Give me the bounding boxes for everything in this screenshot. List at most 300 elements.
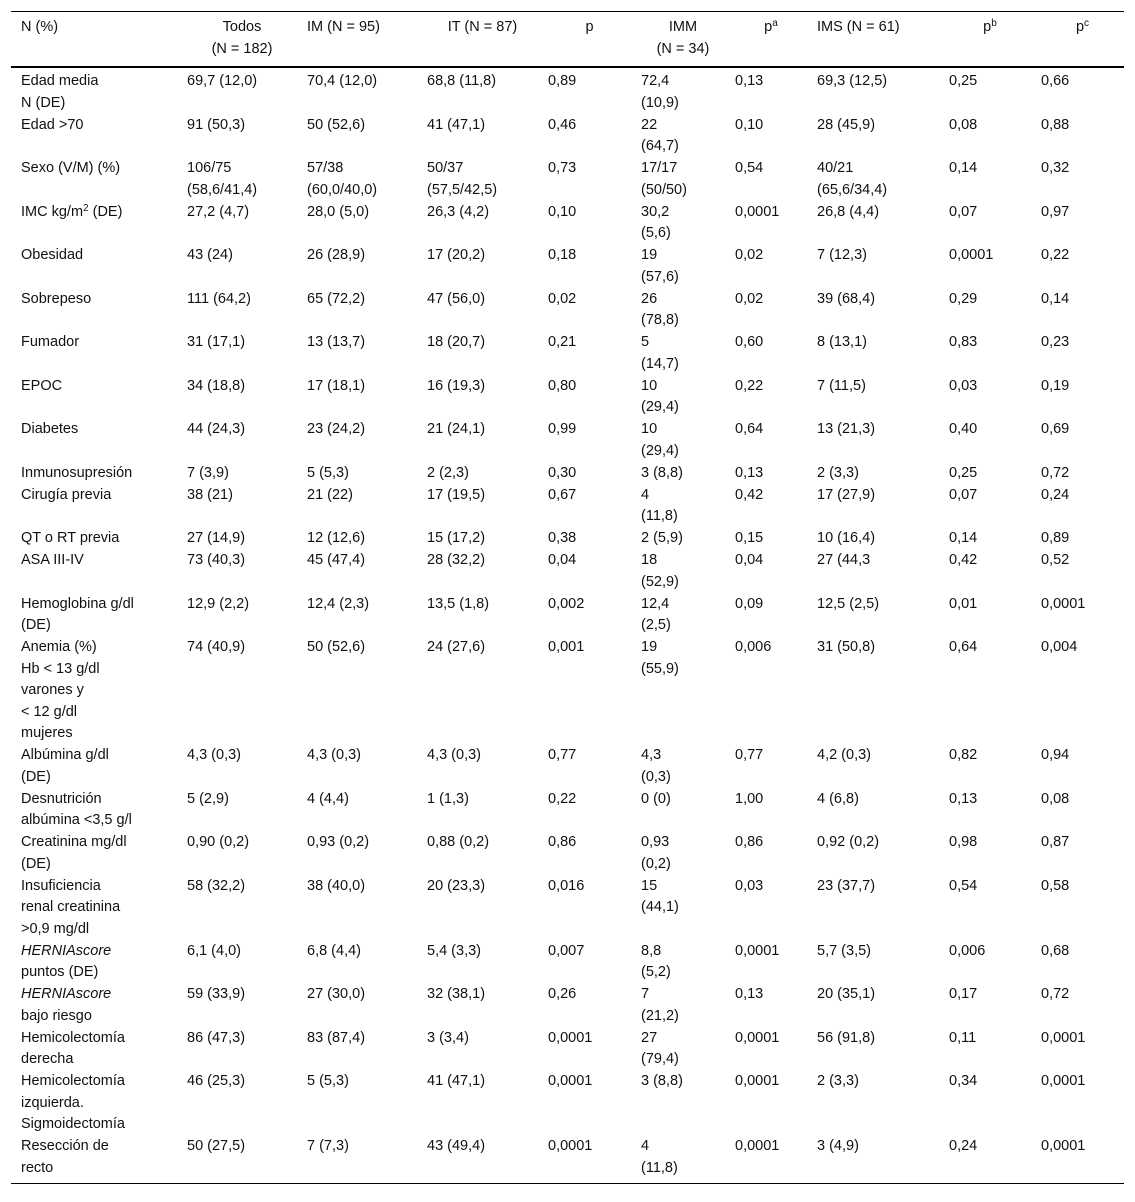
table-cell: 0,02 <box>548 290 577 307</box>
table-cell: 15 (17,2) <box>427 530 486 546</box>
table-row <box>11 245 1124 289</box>
table-cell: 21 (24,1) <box>427 421 486 437</box>
table-cell: 0,10 <box>548 203 577 220</box>
table-cell: 0,32 <box>1041 160 1070 176</box>
table-cell: 4,3 (0,3) <box>427 747 481 763</box>
table-cell: 86 (47,3) <box>187 1029 246 1046</box>
row-label-cell <box>11 528 177 550</box>
table-cell: 12,4 (2,3) <box>307 595 370 612</box>
table-cell: 0,92 (0,2) <box>817 834 880 850</box>
header-label: IMS (N = 61) <box>817 19 900 35</box>
table-row <box>11 115 1124 159</box>
table-cell: 4,3 (0,3) <box>307 747 361 763</box>
table-cell: 0,006 <box>949 942 986 959</box>
table-cell: 0,004 <box>1041 639 1078 655</box>
table-cell: 38 (40,0) <box>307 877 366 894</box>
table-cell: 59 (33,9) <box>187 986 246 1002</box>
table-cell: 44 (24,3) <box>187 421 246 437</box>
table-cell: 17 (19,5) <box>427 486 486 503</box>
table-cell: 5 (5,3) <box>307 464 349 481</box>
table-cell: 0,97 <box>1041 203 1070 220</box>
table-cell: 17 (27,9) <box>817 486 876 503</box>
table-cell: 28 (32,2) <box>427 552 486 568</box>
table-cell: 4 (4,4) <box>307 790 349 807</box>
row-label-cell <box>11 245 177 289</box>
table-row <box>11 463 1124 485</box>
table-cell: 0,001 <box>548 639 585 655</box>
table-cell: 0,99 <box>548 421 577 437</box>
table-cell: 27 (14,9) <box>187 530 246 546</box>
row-label-cell <box>11 332 177 376</box>
table-cell: 2 (2,3) <box>427 464 469 481</box>
header-label: p <box>1075 19 1085 35</box>
table-cell: 0,04 <box>548 552 577 568</box>
table-cell: 4 (11,8) <box>641 486 678 524</box>
table-cell: 7 (7,3) <box>307 1138 349 1154</box>
table-cell: 0,0001 <box>548 1073 593 1089</box>
table-cell: 26,8 (4,4) <box>817 203 880 220</box>
table-cell: 0,22 <box>735 377 764 394</box>
header-cell-p <box>538 12 631 67</box>
table-row <box>11 984 1124 1028</box>
table-cell: 2 (5,9) <box>641 530 683 546</box>
table-cell: 8,8 (5,2) <box>641 942 671 980</box>
header-cell-ims <box>807 12 939 67</box>
table-row <box>11 419 1124 463</box>
table-cell: 0,0001 <box>1041 1029 1086 1046</box>
table-cell: 0,0001 <box>735 1029 780 1046</box>
row-label-cell <box>11 550 177 594</box>
table-cell: 47 (56,0) <box>427 290 486 307</box>
table-cell: 23 (24,2) <box>307 421 366 437</box>
table-cell: 41 (47,1) <box>427 1073 486 1089</box>
table-cell: 0,82 <box>949 747 978 763</box>
table-cell: 13 (13,7) <box>307 334 366 350</box>
table-cell: 23 (37,7) <box>817 877 876 894</box>
table-cell: 0,24 <box>1041 486 1070 503</box>
table-cell: 0,58 <box>1041 877 1070 894</box>
table-cell: 68,8 (11,8) <box>427 73 497 89</box>
row-label-cell <box>11 876 177 941</box>
table-cell: 0,83 <box>949 334 978 350</box>
header-label: IM (N = 95) <box>307 19 380 35</box>
row-label-cell <box>11 158 177 202</box>
table-row <box>11 1136 1124 1183</box>
row-label-part: 2 <box>83 202 89 214</box>
table-cell: 70,4 (12,0) <box>307 73 378 89</box>
table-cell: 0,09 <box>735 595 764 612</box>
table-cell: 0,15 <box>735 530 764 546</box>
table-cell: 91 (50,3) <box>187 116 246 133</box>
row-label-part: Creatinina mg/dl (DE) <box>21 834 127 872</box>
table-cell: 7 (11,5) <box>817 377 866 394</box>
table-cell: 0,93 (0,2) <box>307 834 370 850</box>
table-cell: 0,0001 <box>1041 1073 1086 1089</box>
row-label-cell <box>11 594 177 638</box>
table-cell: 4,3 (0,3) <box>641 747 671 785</box>
table-cell: 16 (19,3) <box>427 377 486 394</box>
table-cell: 0,38 <box>548 530 577 546</box>
table-row <box>11 594 1124 638</box>
table-cell: 0,13 <box>735 464 764 481</box>
table-cell: 28 (45,9) <box>817 116 876 133</box>
table-cell: 3 (3,4) <box>427 1029 469 1046</box>
table-cell: 50 (52,6) <box>307 116 366 133</box>
table-cell: 5 (2,9) <box>187 790 229 807</box>
table-cell: 45 (47,4) <box>307 552 366 568</box>
row-label-part: Albúmina g/dl (DE) <box>21 747 109 785</box>
table-cell: 27,2 (4,7) <box>187 203 250 220</box>
row-label-part: QT o RT previa <box>21 530 120 546</box>
table-cell: 0,69 <box>1041 421 1070 437</box>
table-row <box>11 67 1124 115</box>
table-cell: 0,21 <box>548 334 577 350</box>
header-cell-pa <box>725 12 807 67</box>
table-cell: 34 (18,8) <box>187 377 246 394</box>
table-cell: 26 (78,8) <box>641 290 679 328</box>
table-cell: 111 (64,2) <box>187 290 251 307</box>
table-cell: 0,22 <box>1041 247 1070 263</box>
table-cell: 0,016 <box>548 877 585 894</box>
table-cell: 0,52 <box>1041 552 1070 568</box>
table-cell: 7 (21,2) <box>641 986 679 1024</box>
table-cell: 0,90 (0,2) <box>187 834 250 850</box>
table-cell: 0,60 <box>735 334 764 350</box>
table-cell: 0,93 (0,2) <box>641 834 671 872</box>
table-cell: 106/75 (58,6/41,4) <box>187 160 258 198</box>
table-cell: 27 (44,3 <box>817 552 871 568</box>
table-row <box>11 158 1124 202</box>
table-cell: 0,40 <box>949 421 978 437</box>
header-cell-pb <box>939 12 1031 67</box>
table-cell: 28,0 (5,0) <box>307 203 370 220</box>
table-cell: 30,2 (5,6) <box>641 203 671 241</box>
row-label-part: IMC kg/m <box>21 203 84 220</box>
row-label-part: Anemia (%) Hb < 13 g/dl varones y < 12 g/dl mujeres <box>21 639 100 741</box>
table-cell: 72,4 (10,9) <box>641 73 679 111</box>
table-body <box>11 67 1124 1183</box>
table-cell: 0,19 <box>1041 377 1070 394</box>
table-row <box>11 202 1124 246</box>
row-label-cell <box>11 745 177 789</box>
table-cell: 0,66 <box>1041 73 1070 89</box>
table-row <box>11 289 1124 333</box>
table-cell: 0,22 <box>548 790 577 807</box>
table-cell: 27 (79,4) <box>641 1029 679 1067</box>
table-cell: 73 (40,3) <box>187 552 246 568</box>
table-cell: 5,7 (3,5) <box>817 942 871 959</box>
header-sup: b <box>991 18 997 29</box>
table-cell: 0,98 <box>949 834 978 850</box>
table-cell: 50 (27,5) <box>187 1138 246 1154</box>
table-cell: 1 (1,3) <box>427 790 469 807</box>
table-cell: 8 (13,1) <box>817 334 867 350</box>
table-cell: 0,0001 <box>735 942 780 959</box>
table-cell: 3 (8,8) <box>641 1073 683 1089</box>
table-cell: 0,77 <box>548 747 577 763</box>
table-cell: 4,3 (0,3) <box>187 747 241 763</box>
table-cell: 12 (12,6) <box>307 530 366 546</box>
table-cell: 0,25 <box>949 73 978 89</box>
table-cell: 0,0001 <box>548 1138 593 1154</box>
table-cell: 0,89 <box>1041 530 1070 546</box>
table-cell: 0,0001 <box>735 1073 780 1089</box>
table-cell: 0,29 <box>949 290 978 307</box>
row-label-cell <box>11 832 177 876</box>
table-cell: 5,4 (3,3) <box>427 942 481 959</box>
table-cell: 0,88 <box>1041 116 1070 133</box>
table-row <box>11 550 1124 594</box>
table-cell: 0,72 <box>1041 986 1070 1002</box>
table-cell: 13,5 (1,8) <box>427 595 490 612</box>
row-label-part: Hemicolectomía izquierda. Sigmoidectomía <box>21 1073 125 1132</box>
table-cell: 0,23 <box>1041 334 1070 350</box>
row-label-part: ASA III-IV <box>21 552 84 568</box>
table-cell: 19 (55,9) <box>641 639 679 677</box>
table-cell: 17 (18,1) <box>307 377 366 394</box>
table-cell: 20 (23,3) <box>427 877 486 894</box>
table-cell: 0,34 <box>949 1073 978 1089</box>
row-label-cell <box>11 984 177 1028</box>
row-label-part: puntos (DE) <box>21 964 99 980</box>
table-cell: 0,73 <box>548 160 577 176</box>
table-cell: 69,3 (12,5) <box>817 73 888 89</box>
table-cell: 0,13 <box>735 986 764 1002</box>
table-cell: 0,14 <box>949 160 978 176</box>
table-cell: 3 (4,9) <box>817 1138 859 1154</box>
table-row <box>11 832 1124 876</box>
table-cell: 19 (57,6) <box>641 247 679 285</box>
table-cell: 4,2 (0,3) <box>817 747 871 763</box>
table-cell: 0,10 <box>735 116 764 133</box>
table-cell: 0,007 <box>548 942 585 959</box>
header-cell-imm <box>631 12 725 67</box>
table-cell: 43 (49,4) <box>427 1138 486 1154</box>
table-header <box>11 12 1124 67</box>
table-cell: 5 (5,3) <box>307 1073 349 1089</box>
row-label-cell <box>11 67 177 115</box>
header-cell-n <box>11 12 177 67</box>
table-row <box>11 376 1124 420</box>
header-label: p <box>983 19 992 35</box>
table-cell: 0,42 <box>735 486 764 503</box>
row-label-part: Sexo (V/M) (%) <box>21 160 121 176</box>
table-cell: 56 (91,8) <box>817 1029 876 1046</box>
header-label: p <box>585 19 594 35</box>
table-cell: 0,07 <box>949 486 978 503</box>
table-row <box>11 1028 1124 1072</box>
table-cell: 10 (29,4) <box>641 421 679 459</box>
table-cell: 0,64 <box>735 421 764 437</box>
table-cell: 26,3 (4,2) <box>427 203 490 220</box>
table-cell: 50/37 (57,5/42,5) <box>427 160 498 198</box>
table-cell: 10 (29,4) <box>641 377 679 415</box>
row-label-cell <box>11 789 177 833</box>
row-label-part: EPOC <box>21 377 63 394</box>
row-label-part: HERNIAscore <box>21 942 112 959</box>
table-cell: 0,002 <box>548 595 585 612</box>
row-label-part: Sobrepeso <box>21 290 92 307</box>
header-cell-im <box>297 12 417 67</box>
row-label-cell <box>11 376 177 420</box>
row-label-part: Diabetes <box>21 421 79 437</box>
table-cell: 4 (11,8) <box>641 1138 678 1176</box>
table-cell: 39 (68,4) <box>817 290 876 307</box>
row-label-cell <box>11 485 177 529</box>
table-cell: 0,30 <box>548 464 577 481</box>
header-label: N (%) <box>21 19 59 35</box>
table-cell: 12,5 (2,5) <box>817 595 880 612</box>
table-cell: 2 (3,3) <box>817 1073 859 1089</box>
row-label-part: Edad >70 <box>21 116 84 133</box>
table-cell: 0,64 <box>949 639 978 655</box>
table-cell: 12,9 (2,2) <box>187 595 250 612</box>
table-cell: 65 (72,2) <box>307 290 366 307</box>
table-cell: 17/17 (50/50) <box>641 160 687 198</box>
table-cell: 21 (22) <box>307 486 353 503</box>
table-row <box>11 332 1124 376</box>
table-row <box>11 789 1124 833</box>
table-cell: 0,26 <box>548 986 577 1002</box>
table-cell: 26 (28,9) <box>307 247 366 263</box>
table-cell: 0,13 <box>949 790 978 807</box>
table-row <box>11 485 1124 529</box>
table-cell: 7 (3,9) <box>187 464 229 481</box>
row-label-part: Hemoglobina g/dl (DE) <box>21 595 134 633</box>
table-row <box>11 941 1124 985</box>
table-cell: 22 (64,7) <box>641 116 679 154</box>
table-cell: 3 (8,8) <box>641 464 683 481</box>
table-cell: 27 (30,0) <box>307 986 366 1002</box>
table-cell: 0,18 <box>548 247 577 263</box>
row-label-part: Desnutrición albúmina <3,5 g/l <box>21 790 132 828</box>
table-cell: 74 (40,9) <box>187 639 246 655</box>
table-cell: 0,17 <box>949 986 978 1002</box>
table-cell: 0,0001 <box>548 1029 593 1046</box>
table-cell: 31 (17,1) <box>187 334 246 350</box>
table-cell: 20 (35,1) <box>817 986 876 1002</box>
table-cell: 0,25 <box>949 464 978 481</box>
table-cell: 0,0001 <box>949 247 994 263</box>
table-cell: 0,86 <box>735 834 764 850</box>
row-label-part: HERNIAscore <box>21 986 112 1002</box>
table-cell: 0,14 <box>949 530 978 546</box>
table-cell: 4 (6,8) <box>817 790 859 807</box>
table-cell: 0,03 <box>735 877 764 894</box>
row-label-part: Inmunosupresión <box>21 464 133 481</box>
table-row <box>11 1071 1124 1136</box>
table-cell: 46 (25,3) <box>187 1073 246 1089</box>
row-label-part: Edad media N (DE) <box>21 73 99 111</box>
header-sup: c <box>1084 18 1090 29</box>
table-cell: 0,04 <box>735 552 764 568</box>
table-cell: 0,86 <box>548 834 577 850</box>
row-label-part: Hemicolectomía derecha <box>21 1029 125 1067</box>
table-cell: 0,80 <box>548 377 577 394</box>
table-cell: 0,89 <box>548 73 577 89</box>
table-cell: 0,42 <box>949 552 978 568</box>
header-sup: a <box>772 18 778 29</box>
table-cell: 0,03 <box>949 377 978 394</box>
header-label: p <box>764 19 773 35</box>
table-cell: 0 (0) <box>641 790 671 807</box>
table-cell: 0,77 <box>735 747 764 763</box>
table-row <box>11 876 1124 941</box>
row-label-cell <box>11 1071 177 1136</box>
table-cell: 2 (3,3) <box>817 464 859 481</box>
table-cell: 0,07 <box>949 203 978 220</box>
table-cell: 0,46 <box>548 116 577 133</box>
table-cell: 0,0001 <box>1041 1138 1086 1154</box>
table-cell: 0,0001 <box>1041 595 1086 612</box>
row-label-cell <box>11 1028 177 1072</box>
row-label-part: Fumador <box>21 334 80 350</box>
table-cell: 0,08 <box>949 116 978 133</box>
table-row <box>11 637 1124 745</box>
header-label: Todos (N = 182) <box>211 19 273 57</box>
row-label-part: bajo riesgo <box>21 1007 92 1024</box>
table-cell: 41 (47,1) <box>427 116 486 133</box>
table-cell: 0,14 <box>1041 290 1070 307</box>
header-cell-it <box>417 12 538 67</box>
table-cell: 0,67 <box>548 486 577 503</box>
header-row <box>11 12 1124 67</box>
row-label-cell <box>11 1136 177 1183</box>
table-cell: 38 (21) <box>187 486 233 503</box>
table-cell: 32 (38,1) <box>427 986 486 1002</box>
table-row <box>11 528 1124 550</box>
table-cell: 0,24 <box>949 1138 978 1154</box>
table-cell: 0,01 <box>949 595 978 612</box>
table-cell: 57/38 (60,0/40,0) <box>307 160 378 198</box>
table-cell: 24 (27,6) <box>427 639 486 655</box>
table-cell: 5 (14,7) <box>641 334 679 372</box>
table-cell: 0,0001 <box>735 203 780 220</box>
table-cell: 18 (20,7) <box>427 334 486 350</box>
table-row <box>11 745 1124 789</box>
table-cell: 0,11 <box>949 1029 977 1046</box>
table-cell: 0,02 <box>735 290 764 307</box>
row-label-cell <box>11 637 177 745</box>
table-cell: 0,94 <box>1041 747 1070 763</box>
table-cell: 69,7 (12,0) <box>187 73 258 89</box>
row-label-cell <box>11 419 177 463</box>
table-cell: 1,00 <box>735 790 764 807</box>
table-cell: 0,006 <box>735 639 772 655</box>
table-cell: 0,88 (0,2) <box>427 834 490 850</box>
table-cell: 0,13 <box>735 73 764 89</box>
table-cell: 12,4 (2,5) <box>641 595 671 633</box>
row-label-cell <box>11 289 177 333</box>
table-cell: 40/21 (65,6/34,4) <box>817 160 888 198</box>
data-table-container <box>11 11 1124 1184</box>
table-cell: 0,0001 <box>735 1138 780 1154</box>
table-cell: 0,54 <box>735 160 764 176</box>
table-cell: 0,54 <box>949 877 978 894</box>
table-cell: 50 (52,6) <box>307 639 366 655</box>
table-cell: 0,87 <box>1041 834 1070 850</box>
table-cell: 0,02 <box>735 247 764 263</box>
table-cell: 58 (32,2) <box>187 877 246 894</box>
row-label-part: Cirugía previa <box>21 486 112 503</box>
data-table <box>11 12 1124 1183</box>
table-cell: 43 (24) <box>187 247 233 263</box>
table-cell: 18 (52,9) <box>641 552 679 590</box>
row-label-cell <box>11 202 177 246</box>
row-label-part: (DE) <box>88 203 123 220</box>
row-label-part: Resección de recto <box>21 1138 109 1176</box>
table-cell: 0,08 <box>1041 790 1070 807</box>
